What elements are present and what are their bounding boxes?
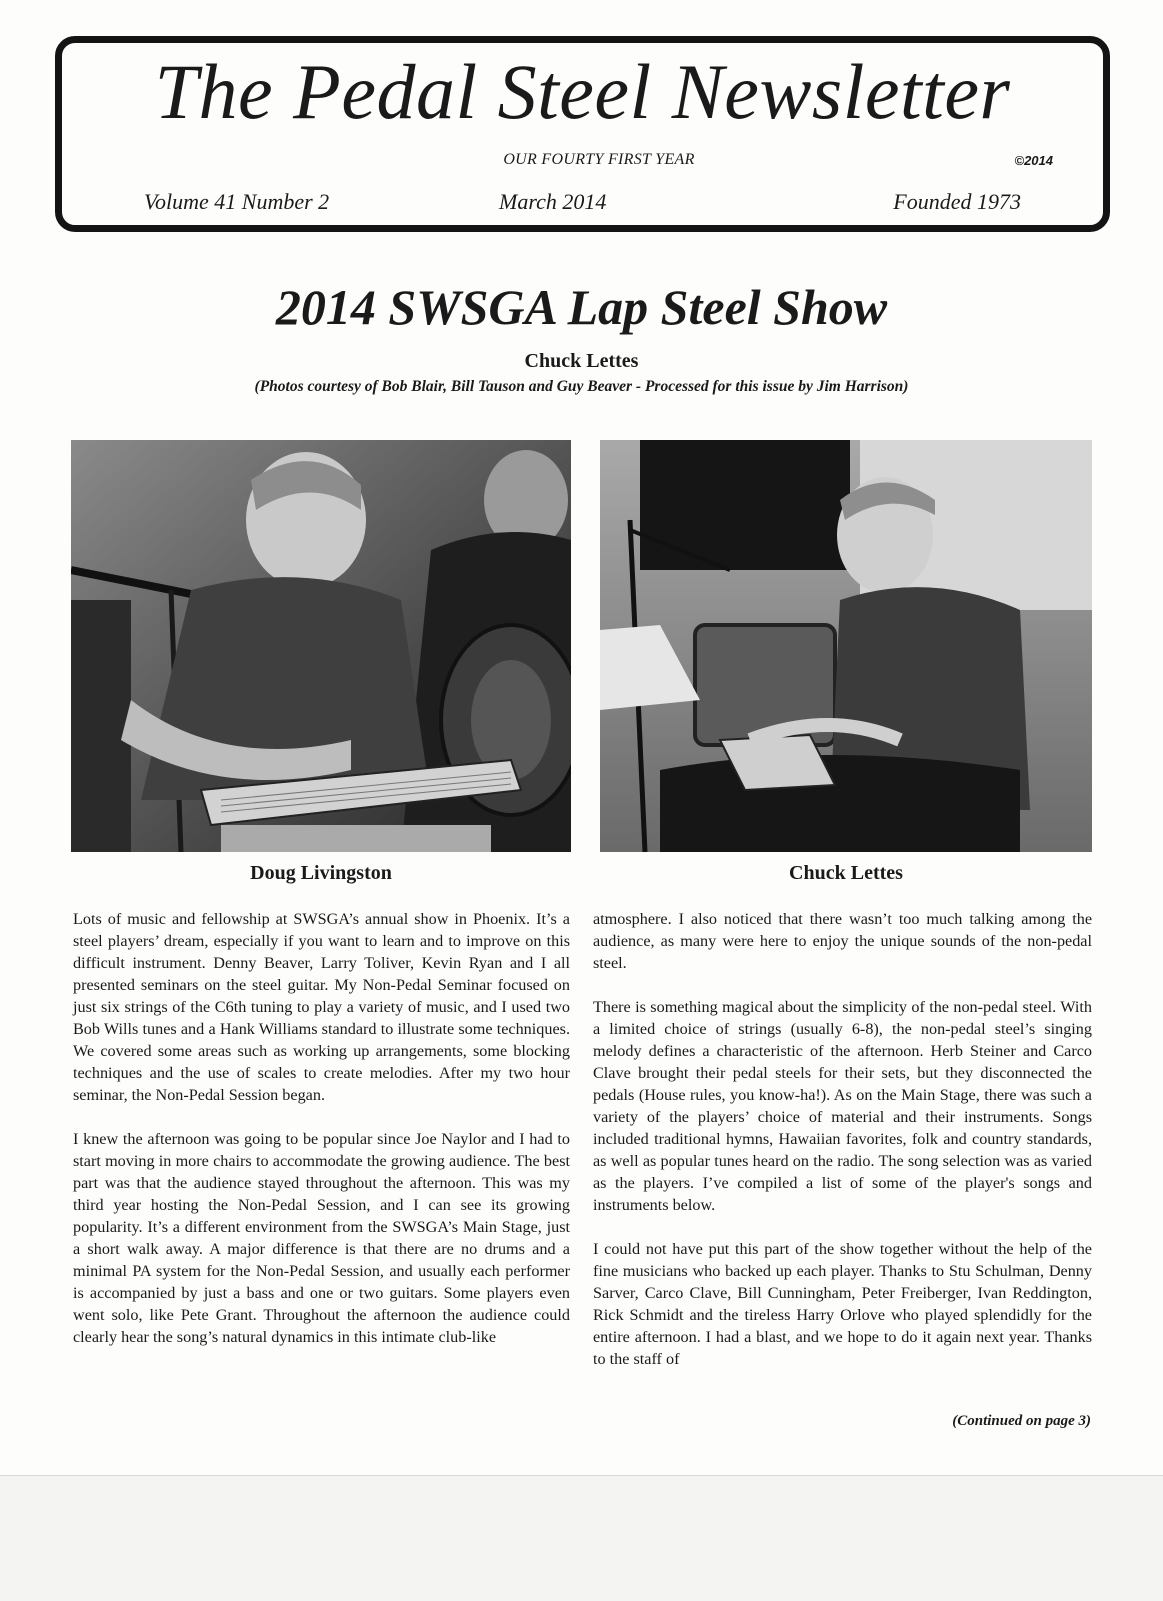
paragraph: Lots of music and fellowship at SWSGA’s annual show in Phoenix. It’s a steel players’ dream, especially if you want to learn and to improve on this difficult instrument. Denny Beaver, Larry Toliver, Kevin Ryan and I all presented seminars on the steel guitar. My Non-Pedal Seminar focused on just six strings of the C6th tuning to play a variety of music, and I used two Bob Wills tunes and a Hank Williams standard to illustrate some techniques. We covered some areas such as working up arrangements, some blocking techniques and the use of scales to create melodies. After my two hour seminar, the Non-Pedal Session began. xyxy=(73,910,570,1104)
masthead xyxy=(55,36,1110,232)
masthead-subtitle: OUR FOURTY FIRST YEAR xyxy=(503,151,695,168)
paragraph: I could not have put this part of the show together without the help of the fine musicians who backed up each player. Thanks to Stu Schulman, Denny Sarver, Carco Clave, Bill Cunningham, Peter Freiberger, Ivan Reddington, Rick Schmidt and the tireless Harry Orlove who played splendidly for the entire afternoon. I had a blast, and we hope to do it again next year. Thanks to the staff of xyxy=(593,1240,1092,1368)
caption-left: Doug Livingston xyxy=(250,862,392,884)
caption-right: Chuck Lettes xyxy=(789,862,903,884)
article-column-left xyxy=(73,908,570,1370)
article-column-right xyxy=(593,908,1092,1392)
continued-on-page: (Continued on page 3) xyxy=(952,1413,1091,1429)
photo-chuck-lettes xyxy=(600,440,1092,852)
paragraph: There is something magical about the simplicity of the non-pedal steel. With a limited choice of strings (usually 6-8), the non-pedal steel’s singing melody defines a characteristic of the afternoon. Herb Steiner and Carco Clave brought their pedal steels for their sets, but they disconnected the pedals (House rules, you know-ha!). As on the Main Stage, there was such a variety of the players’ choice of material and their instruments. Songs included traditional hymns, Hawaiian favorites, folk and country standards, as well as popular tunes heard on the radio. The song selection was as varied as the players. I’ve compiled a list of some of the player's songs and instruments below. xyxy=(593,998,1092,1214)
photo-doug-livingston xyxy=(71,440,571,852)
masthead-founded: Founded 1973 xyxy=(893,189,1021,214)
masthead-volume: Volume 41 Number 2 xyxy=(144,189,330,214)
paragraph: I knew the afternoon was going to be popular since Joe Naylor and I had to start moving in more chairs to accommodate the growing audience. The best part was that the audience stayed throughout the afternoon. This was my third year hosting the Non-Pedal Session, and I can see its growing popularity. It’s a different environment from the SWSGA’s Main Stage, just a short walk away. A major difference is that there are no drums and a minimal PA system for the Non-Pedal Session, and usually each performer is accompanied by just a bass and one or two guitars. Some players even went solo, like Pete Grant. Throughout the afternoon the audience could clearly hear the song’s natural dynamics in this intimate club-like xyxy=(73,1130,570,1346)
page-bottom-margin xyxy=(0,1475,1163,1601)
newsletter-title: The Pedal Steel Newsletter xyxy=(154,48,1011,135)
article-headline: 2014 SWSGA Lap Steel Show xyxy=(275,279,888,335)
photo-credits: (Photos courtesy of Bob Blair, Bill Tauson and Guy Beaver - Processed for this issue by Jim Harrison) xyxy=(254,378,909,395)
paragraph: atmosphere. I also noticed that there wasn’t too much talking among the audience, as many were here to enjoy the unique sounds of the non-pedal steel. xyxy=(593,910,1092,972)
article-author: Chuck Lettes xyxy=(524,350,639,372)
masthead-date: March 2014 xyxy=(499,189,607,214)
masthead-copyright: ©2014 xyxy=(1014,153,1053,168)
